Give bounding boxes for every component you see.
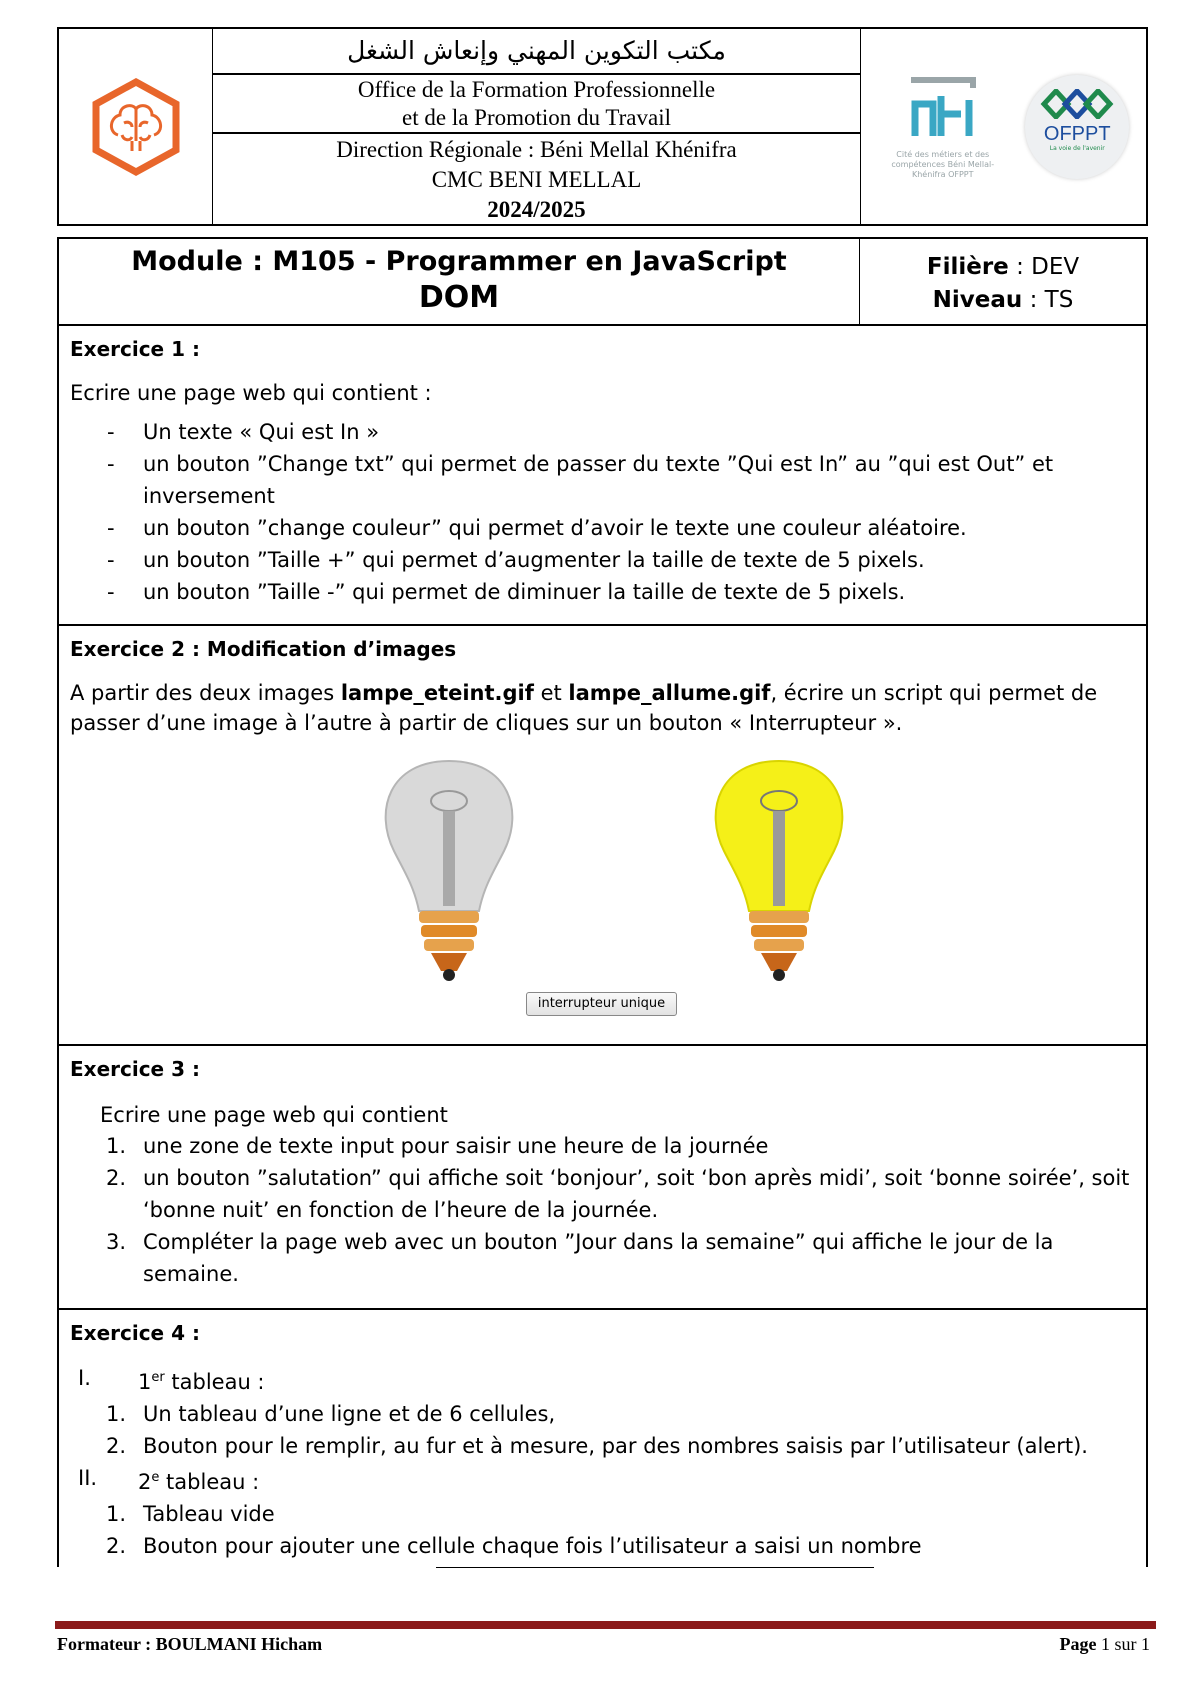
arabic-title: مكتب التكوين المهني وإنعاش الشغل [213,29,860,75]
footer-page-number [1060,1634,1150,1655]
partner-logos [861,29,1146,224]
module-title-cell [59,239,860,324]
direction-block [213,134,860,225]
page-break-rule [436,1567,874,1568]
file-name: lampe_eteint.gif [340,681,534,705]
exercise-1 [59,326,1146,626]
school-year: 2024/2025 [487,197,586,222]
ofppt-logo [1025,75,1129,179]
office-line-1: Office de la Formation Professionnelle [357,77,716,102]
list-item: - un bouton ”Change txt” qui permet de passer du texte ”Qui est In” au ”qui est Out” et inversement [107,452,1054,508]
exercise-3-list [70,1130,1134,1290]
list-item: 2. un bouton ”salutation” qui affiche soit ‘bonjour’, soit ‘bon après midi’, soit ‘bonne soirée’, soit ‘bonne nuit’ en fonction de l’heure de la journée. [106,1166,1130,1222]
footer-bar [55,1621,1156,1629]
lamp-on-icon [716,761,843,981]
center-name: CMC BENI MELLAL [431,167,642,192]
brain-logo-cell [59,29,213,224]
exercise-4-title: Exercice 4 : [70,1321,200,1345]
page-text: 1 sur 1 [1096,1634,1150,1654]
filiere-value: : DEV [1008,254,1080,280]
ofppt-tagline: La voie de l'avenir [1049,144,1105,152]
exercise-3-title: Exercice 3 : [70,1057,200,1081]
module-subtitle: DOM [418,280,500,315]
exercise-1-list [70,416,1134,608]
office-line-2: et de la Promotion du Travail [402,105,671,130]
brain-hexagon-logo-icon [88,77,184,177]
list-item: 3. Compléter la page web avec un bouton ”Jour dans la semaine” qui affiche le jour de la semaine. [106,1230,1054,1286]
interrupteur-button[interactable]: interrupteur unique [526,992,677,1016]
part-1-heading: I. 1er tableau : [78,1366,265,1394]
exercise-1-intro: Ecrire une page web qui contient : [70,381,432,405]
module-sheet [57,237,1148,1567]
exercise-2-title: Exercice 2 : Modification d’images [70,637,457,661]
office-name [213,75,860,134]
header-center [213,29,861,224]
list-item: - Un texte « Qui est In » [107,420,380,444]
list-item: 1. une zone de texte input pour saisir une heure de la journée [106,1134,769,1158]
list-item: 1. Un tableau d’une ligne et de 6 cellules, [106,1402,556,1426]
niveau-line [860,284,1146,317]
part-1-list [70,1398,1134,1462]
exercise-1-title: Exercice 1 : [70,337,200,361]
cite-metiers-caption: Cité des métiers et des compétences Béni Mellal-Khénifra OFPPT [891,149,995,179]
list-item: - un bouton ”change couleur” qui permet d’avoir le texte une couleur aléatoire. [107,516,967,540]
ofppt-text: OFPPT [1043,122,1111,145]
filiere-label: Filière [926,254,1009,280]
list-item: - un bouton ”Taille -” qui permet de diminuer la taille de texte de 5 pixels. [107,580,906,604]
part-2-list [70,1498,1134,1562]
list-item: 1. Tableau vide [106,1502,275,1526]
module-title: Module : M105 - Programmer en JavaScript [131,246,787,277]
list-item: 2. Bouton pour le remplir, au fur et à mesure, par des nombres saisis par l’utilisateur (alert). [106,1434,1088,1458]
exercise-3 [59,1046,1146,1310]
list-item: 2. Bouton pour ajouter une cellule chaque fois l’utilisateur a saisi un nombre [106,1534,922,1558]
exercise-2 [59,626,1146,1046]
module-header [59,239,1146,326]
cite-metiers-logo-icon [903,74,983,146]
footer-formateur: Formateur : BOULMANI Hicham [57,1634,323,1654]
exercise-4 [59,1310,1146,1570]
list-item: - un bouton ”Taille +” qui permet d’augmenter la taille de texte de 5 pixels. [107,548,925,572]
niveau-value: : TS [1022,287,1074,313]
module-meta [860,239,1146,324]
document-header [57,27,1148,226]
lamp-off-icon [386,761,513,981]
exercise-2-text: A partir des deux images lampe_eteint.gif et lampe_allume.gif, écrire un script qui permet de passer d’une image à l’autre à partir de cliques sur un bouton « Interrupteur ». [70,681,1098,735]
ofppt-rings-icon [1040,89,1114,119]
niveau-label: Niveau [932,287,1023,313]
filiere-line [860,251,1146,284]
direction-regionale: Direction Régionale : Béni Mellal Khénifra [336,137,737,162]
part-2-heading: II. 2e tableau : [78,1466,260,1494]
lamp-images [369,751,929,991]
exercise-3-intro: Ecrire une page web qui contient [100,1103,448,1127]
page-label: Page [1059,1634,1097,1654]
file-name: lampe_allume.gif [568,681,771,705]
cite-metiers-logo [878,74,1008,180]
